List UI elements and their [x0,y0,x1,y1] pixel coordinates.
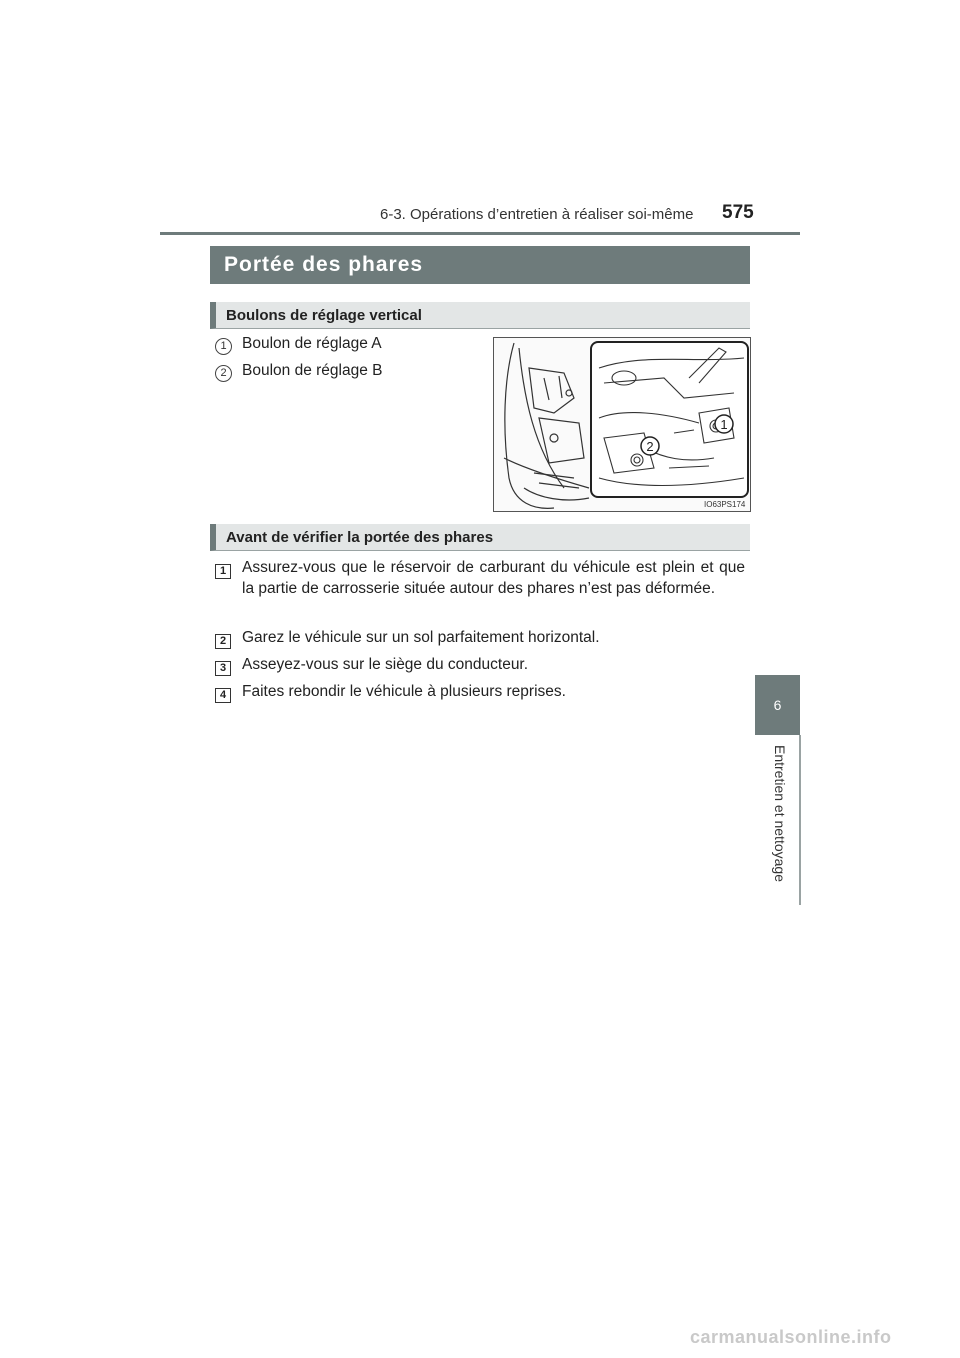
step-number: 1 [215,564,231,579]
section-heading-adjusting-bolts: Boulons de réglage vertical [210,302,750,329]
step-number: 4 [215,688,231,703]
callout-1 [715,415,733,433]
step-1-text: Assurez-vous que le réservoir de carburant du véhicule est plein et que la partie de carrosserie située autour des phares n’est pas déformée. [242,559,745,597]
watermark: carmanualsonline.info [690,1327,892,1347]
step-marker-1 [215,561,231,579]
chapter-label [770,745,790,895]
step-marker-3 [215,658,231,676]
section-heading-before-checking: Avant de vérifier la portée des phares [210,524,750,551]
callout-1-label: 1 [720,417,728,432]
list-item-bolt-b: Boulon de réglage B [242,362,383,379]
header-rule [160,232,800,235]
step-marker-2 [215,631,231,649]
step-number: 2 [215,634,231,649]
page-title: Portée des phares [210,246,750,284]
step-number: 3 [215,661,231,676]
list-item-marker-1 [215,336,232,355]
engine-bay-drawing [494,338,751,512]
step-3-text: Asseyez-vous sur le siège du conducteur. [242,656,529,673]
list-item-bolt-a: Boulon de réglage A [242,335,382,352]
step-4-text: Faites rebondir le véhicule à plusieurs reprises. [242,683,566,700]
side-rule [799,735,801,905]
list-item-marker-2 [215,363,232,382]
chapter-tab [755,675,800,735]
callout-2 [641,437,659,455]
chapter-label-text: Entretien et nettoyage [772,745,788,882]
page-number: 575 [722,202,754,223]
step-marker-4 [215,685,231,703]
chapter-number: 6 [773,697,782,713]
step-2-text: Garez le véhicule sur un sol parfaitement horizontal. [242,629,600,646]
running-head: 6-3. Opérations d’entretien à réaliser soi-même [380,206,694,223]
callout-2-label: 2 [646,439,654,454]
circled-number: 1 [215,338,232,355]
circled-number: 2 [215,365,232,382]
headlight-bolts-illustration [493,337,751,512]
figure-code: IO63PS174 [704,500,746,509]
